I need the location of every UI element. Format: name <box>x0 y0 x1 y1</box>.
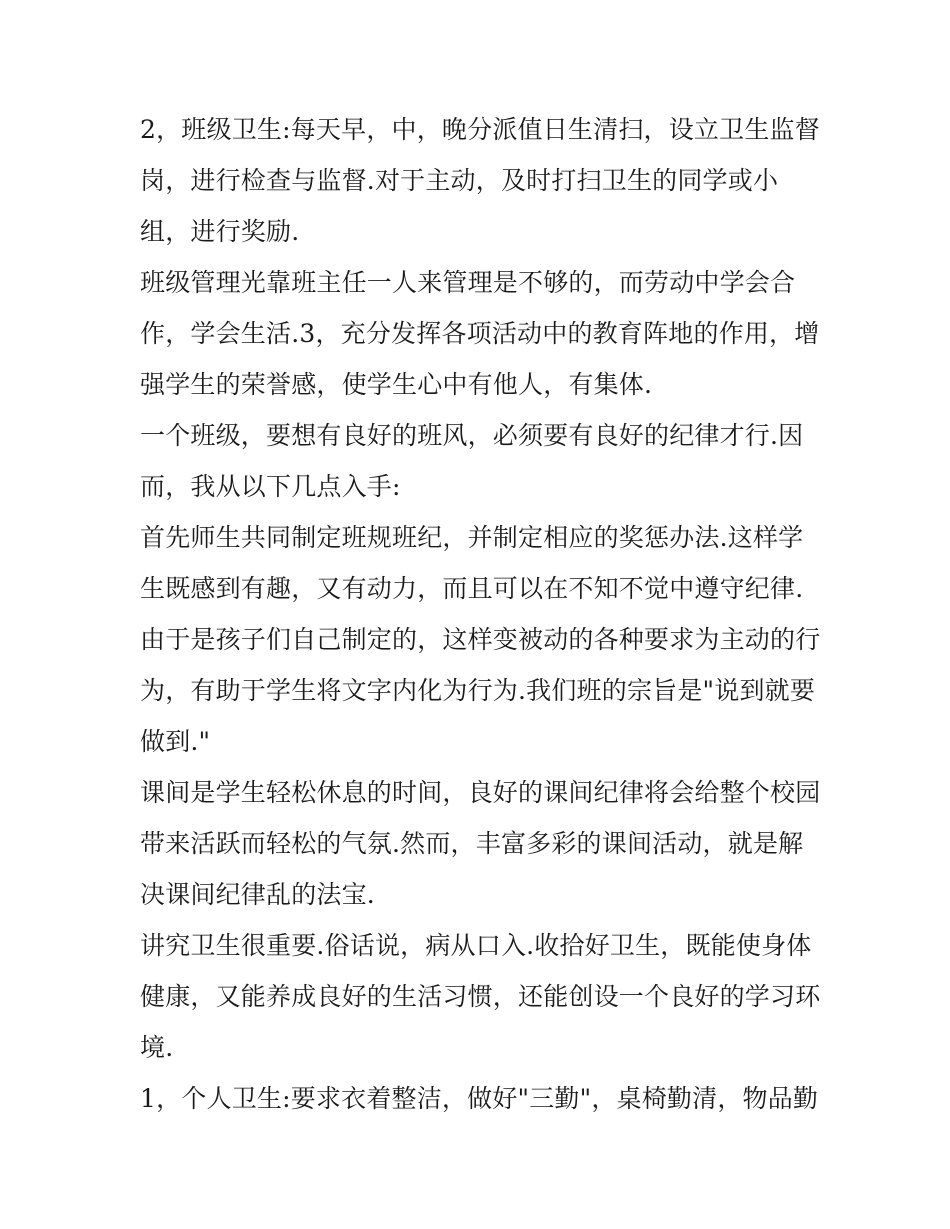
text-line: 岗，进行检查与监督.对于主动，及时打扫卫生的同学或小 <box>140 166 779 195</box>
text-line: 决课间纪律乱的法宝. <box>140 880 375 909</box>
text-line: 课间是学生轻松休息的时间，良好的课间纪律将会给整个校园 <box>140 778 821 807</box>
text-line: 境. <box>140 1033 174 1062</box>
text-line: 为，有助于学生将文字内化为行为.我们班的宗旨是"说到就要 <box>140 676 816 705</box>
text-line: 健康，又能养成良好的生活习惯，还能创设一个良好的学习环 <box>140 982 821 1011</box>
text-line: 做到." <box>140 727 211 756</box>
text-line: 强学生的荣誉感，使学生心中有他人，有集体. <box>140 370 653 399</box>
text-line: 1，个人卫生:要求衣着整洁，做好"三勤"，桌椅勤清，物品勤 <box>140 1084 819 1113</box>
text-line: 生既感到有趣，又有动力，而且可以在不知不觉中遵守纪律. <box>140 574 804 603</box>
text-line: 组，进行奖励. <box>140 217 300 246</box>
text-line: 一个班级，要想有良好的班风，必须要有良好的纪律才行.因 <box>140 421 804 450</box>
text-line: 由于是孩子们自己制定的，这样变被动的各种要求为主动的行 <box>140 625 821 654</box>
text-line: 首先师生共同制定班规班纪，并制定相应的奖惩办法.这样学 <box>140 523 804 552</box>
document-body <box>140 104 820 1124</box>
text-line: 讲究卫生很重要.俗话说，病从口入.收拾好卫生，既能使身体 <box>140 931 812 960</box>
text-line: 而，我从以下几点入手: <box>140 472 401 501</box>
text-line: 作，学会生活.3，充分发挥各项活动中的教育阵地的作用，增 <box>140 319 820 348</box>
text-line: 带来活跃而轻松的气氛.然而，丰富多彩的课间活动，就是解 <box>140 829 804 858</box>
text-line: 班级管理光靠班主任一人来管理是不够的，而劳动中学会合 <box>140 268 796 297</box>
text-line: 2，班级卫生:每天早，中，晚分派值日生清扫，设立卫生监督 <box>140 115 820 144</box>
